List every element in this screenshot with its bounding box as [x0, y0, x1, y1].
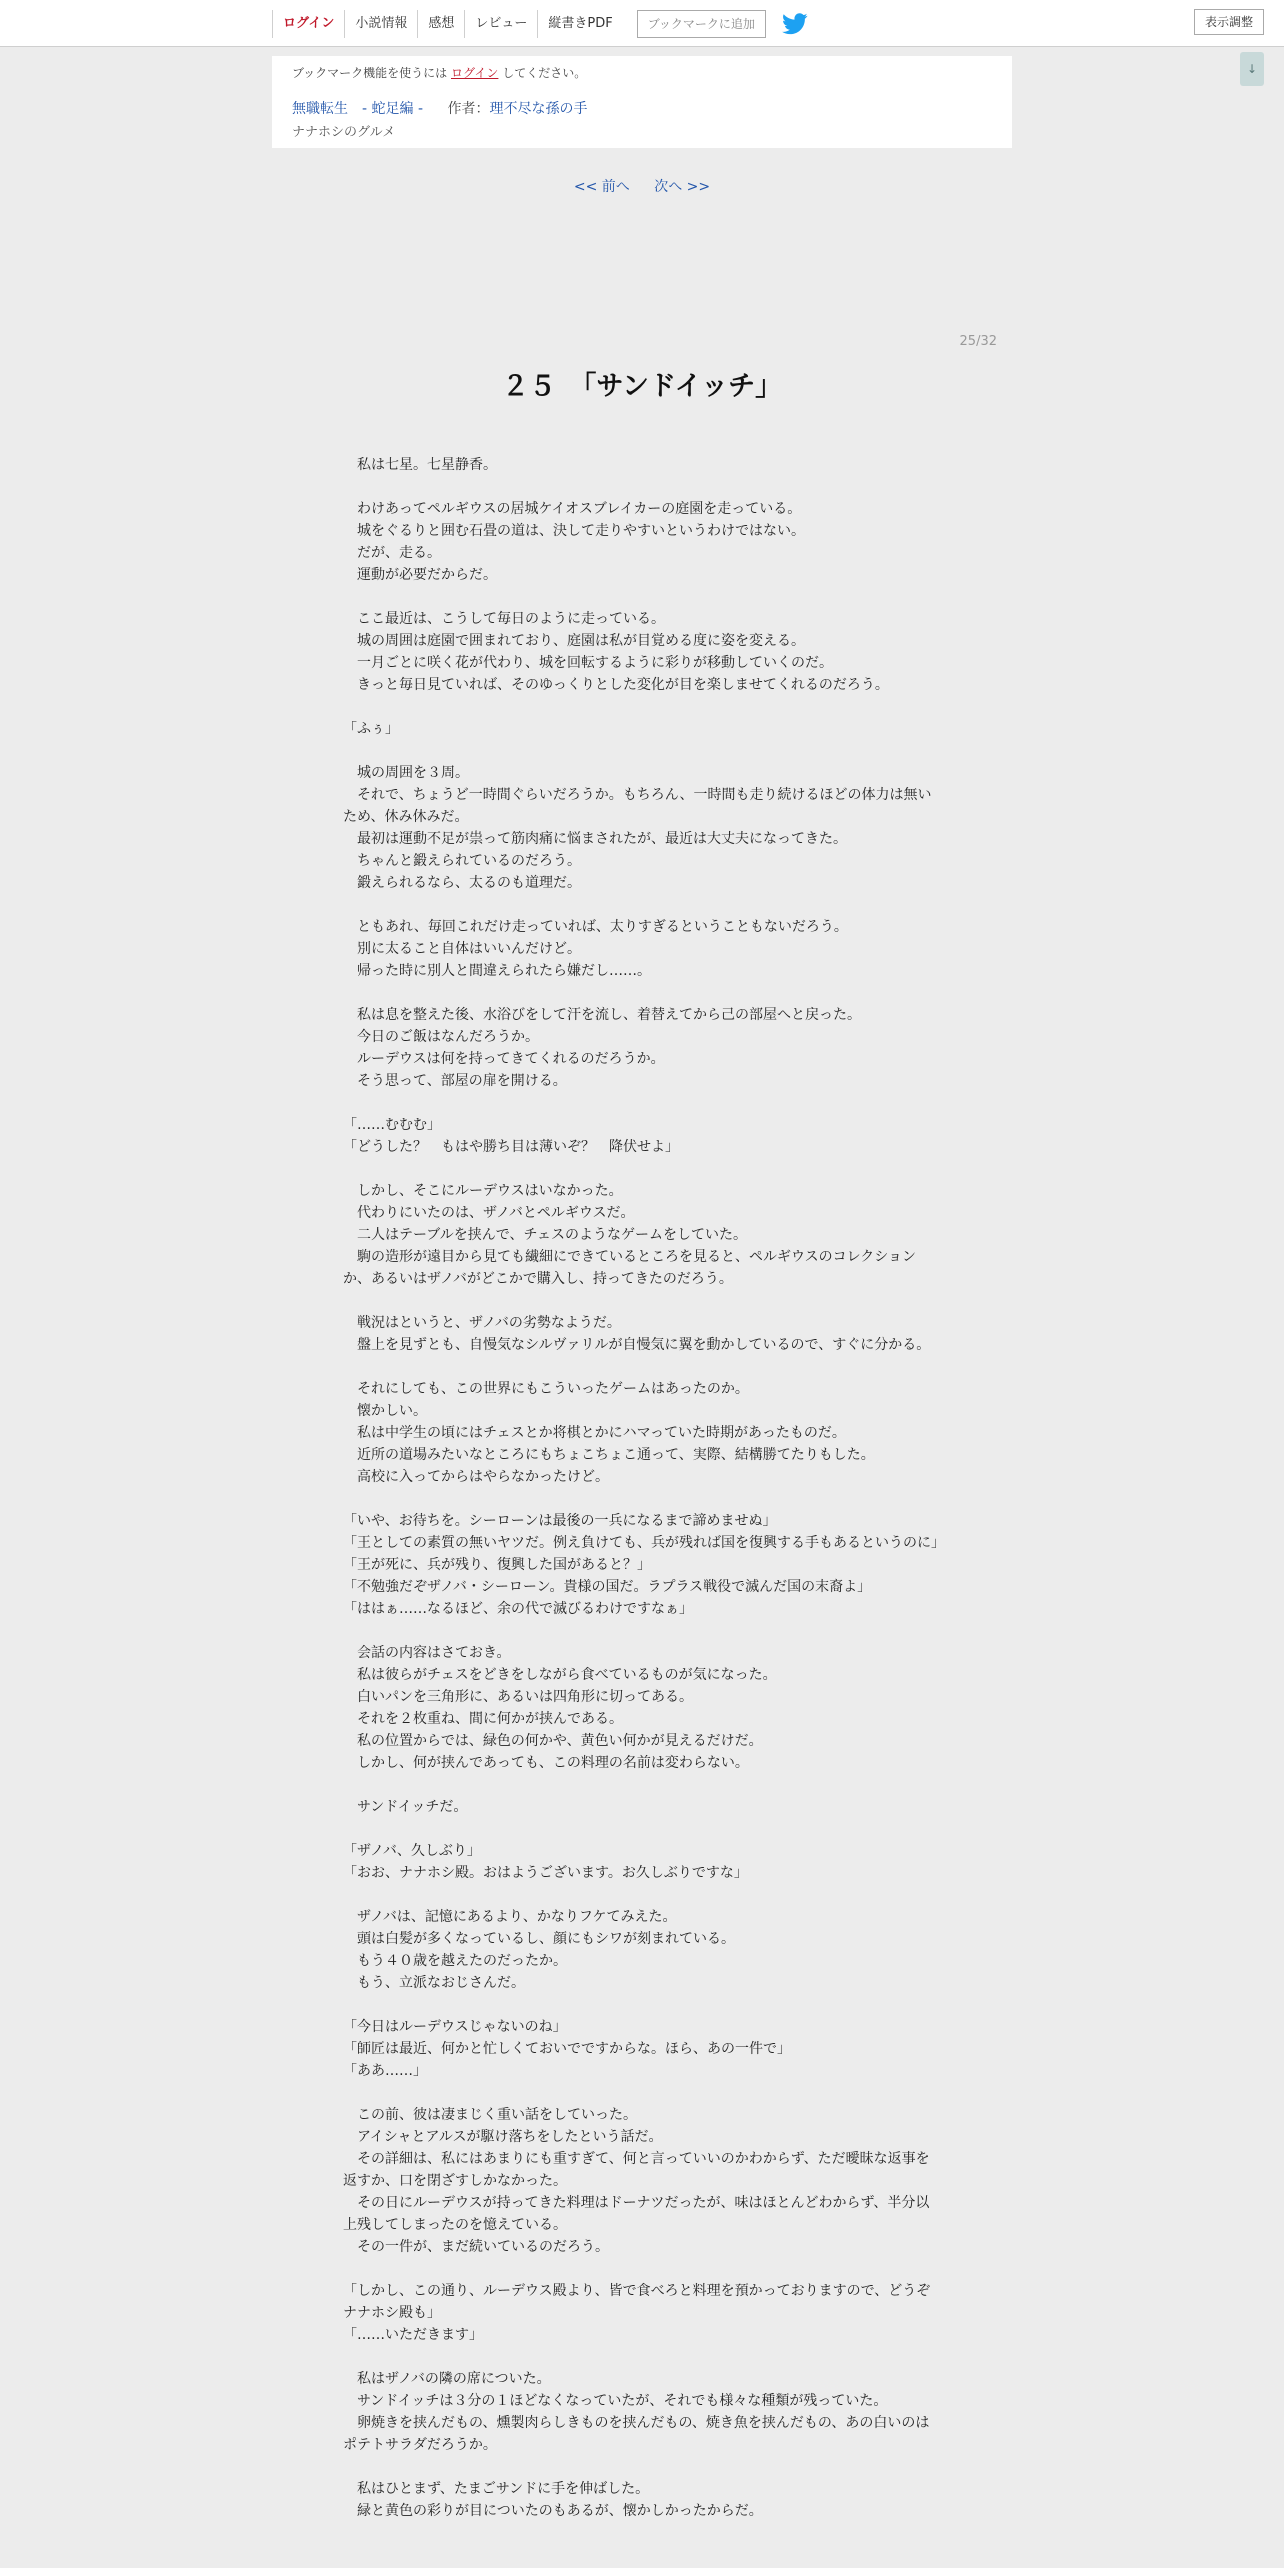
body-paragraph: 二人はテーブルを挟んで、チェスのようなゲームをしていた。: [343, 1227, 748, 1243]
body-paragraph: サンドイッチは３分の１ほどなくなっていたが、それでも様々な種類が残っていた。: [343, 2393, 888, 2409]
top-bar: [0, 0, 1284, 47]
body-paragraph: その一件が、まだ続いているのだろう。: [343, 2239, 609, 2255]
body-paragraph: 帰った時に別人と間違えられたら嫌だし……。: [343, 963, 651, 979]
body-paragraph: 「ははぁ……なるほど、余の代で滅びるわけですなぁ」: [343, 1601, 693, 1617]
body-paragraph: 私は中学生の頃にはチェスとか将棋とかにハマっていた時期があったものだ。: [343, 1425, 846, 1441]
blank-line: [343, 1488, 943, 1510]
blank-line: [343, 1620, 943, 1642]
body-paragraph: それにしても、この世界にもこういったゲームはあったのか。: [343, 1381, 749, 1397]
body-paragraph: 駒の造形が遠目から見ても繊細にできているところを見ると、ペルギウスのコレクションか、あるいはザノバがどこかで購入し、持ってきたのだろう。: [343, 1249, 917, 1287]
novel-info-link[interactable]: 小説情報: [344, 10, 417, 38]
blank-line: [343, 2082, 943, 2104]
body-paragraph: 高校に入ってからはやらなかったけど。: [343, 1469, 609, 1485]
blank-line: [343, 1774, 943, 1796]
body-paragraph: 「不勉強だぞザノバ・シーローン。貴様の国だ。ラプラス戦役で滅んだ国の末裔よ」: [343, 1579, 872, 1595]
body-paragraph: 「今日はルーデウスじゃないのね」: [343, 2019, 567, 2035]
body-paragraph: ちゃんと鍛えられているのだろう。: [343, 853, 581, 869]
page-count: 25/32: [959, 334, 997, 349]
body-paragraph: 懐かしい。: [343, 1403, 427, 1419]
author-label: 作者：: [447, 101, 490, 117]
body-paragraph: 今日のご飯はなんだろうか。: [343, 1029, 539, 1045]
body-paragraph: ルーデウスは何を持ってきてくれるのだろうか。: [343, 1051, 665, 1067]
chapter-subtitle: ナナホシのグルメ: [292, 125, 396, 140]
body-paragraph: 城の周囲は庭園で囲まれており、庭園は私が目覚める度に姿を変える。: [343, 633, 805, 649]
blank-line: [343, 2258, 943, 2280]
body-paragraph: ここ最近は、こうして毎日のように走っている。: [343, 611, 665, 627]
blank-line: [343, 982, 943, 1004]
blank-line: [343, 894, 943, 916]
blank-line: [343, 1158, 943, 1180]
body-paragraph: だが、走る。: [343, 545, 441, 561]
blank-line: [343, 696, 943, 718]
blank-line: [343, 740, 943, 762]
body-paragraph: しかし、何が挟んであっても、この料理の名前は変わらない。: [343, 1755, 749, 1771]
body-paragraph: 私は彼らがチェスをどきをしながら食べているものが気になった。: [343, 1667, 777, 1683]
body-paragraph: 頭は白髪が多くなっているし、顔にもシワが刻まれている。: [343, 1931, 735, 1947]
body-paragraph: 代わりにいたのは、ザノバとペルギウスだ。: [343, 1205, 635, 1221]
body-paragraph: 「おお、ナナホシ殿。おはようございます。お久しぶりですな」: [343, 1865, 748, 1881]
scroll-down-icon[interactable]: ↓: [1240, 52, 1264, 86]
body-paragraph: 一月ごとに咲く花が代わり、城を回転するように彩りが移動していくのだ。: [343, 655, 833, 671]
blank-line: [343, 586, 943, 608]
body-paragraph: 「どうした？ もはや勝ち目は薄いぞ？ 降伏せよ」: [343, 1139, 679, 1155]
next-page-link[interactable]: 次へ >>: [654, 179, 711, 195]
notice-prefix: ブックマーク機能を使うには: [292, 66, 448, 80]
blank-line: [343, 1092, 943, 1114]
body-paragraph: 私はひとまず、たまごサンドに手を伸ばした。: [343, 2481, 650, 2497]
body-paragraph: 「……むむむ」: [343, 1117, 441, 1133]
blank-line: [343, 2346, 943, 2368]
body-paragraph: 「いや、お待ちを。シーローンは最後の一兵になるまで諦めませぬ」: [343, 1513, 777, 1529]
body-paragraph: 盤上を見ずとも、自慢気なシルヴァリルが自慢気に翼を動かしているので、すぐに分かる。: [343, 1337, 931, 1353]
body-paragraph: 戦況はというと、ザノバの劣勢なようだ。: [343, 1315, 621, 1331]
body-paragraph: 城をぐるりと囲む石畳の道は、決して走りやすいというわけではない。: [343, 523, 805, 539]
body-paragraph: 私は七星。七星静香。: [343, 457, 497, 473]
body-paragraph: 別に太ること自体はいいんだけど。: [343, 941, 581, 957]
body-paragraph: わけあってペルギウスの居城ケイオスブレイカーの庭園を走っている。: [343, 501, 802, 517]
body-paragraph: サンドイッチだ。: [343, 1799, 468, 1815]
body-paragraph: この前、彼は凄まじく重い話をしていった。: [343, 2107, 637, 2123]
vertical-pdf-link[interactable]: 縦書きPDF: [537, 10, 622, 38]
body-paragraph: 「しかし、この通り、ルーデウス殿より、皆で食べろと料理を預かっておりますので、どうぞナナホシ殿も」: [343, 2283, 931, 2321]
body-paragraph: 会話の内容はさておき。: [343, 1645, 511, 1661]
blank-line: [343, 476, 943, 498]
blank-line: [343, 1994, 943, 2016]
body-paragraph: 卵焼きを挟んだもの、燻製肉らしきものを挟んだもの、焼き魚を挟んだもの、あの白いのはポテトサラダだろうか。: [343, 2415, 930, 2453]
notice-suffix: してください。: [502, 66, 587, 80]
body-paragraph: 最初は運動不足が祟って筋肉痛に悩まされたが、最近は大丈夫になってきた。: [343, 831, 847, 847]
body-paragraph: もう４０歳を越えたのだったか。: [343, 1953, 567, 1969]
chapter-title: ２５ 「サンドイッチ」: [501, 371, 783, 402]
series-line: [292, 98, 587, 118]
body-paragraph: 運動が必要だからだ。: [343, 567, 497, 583]
add-bookmark-button[interactable]: ブックマークに追加: [637, 10, 766, 38]
body-paragraph: しかし、そこにルーデウスはいなかった。: [343, 1183, 623, 1199]
login-link[interactable]: ログイン: [272, 10, 344, 38]
body-paragraph: もう、立派なおじさんだ。: [343, 1975, 525, 1991]
author-link[interactable]: 理不尽な孫の手: [489, 101, 588, 117]
twitter-icon[interactable]: [782, 13, 808, 35]
body-paragraph: 私はザノバの隣の席についた。: [343, 2371, 551, 2387]
body-paragraph: 「ふぅ」: [343, 721, 399, 737]
novel-info-box: [272, 56, 1012, 148]
series-title-link[interactable]: 無職転生 - 蛇足編 -: [292, 101, 424, 117]
body-paragraph: 「……いただきます」: [343, 2327, 483, 2343]
blank-line: [343, 1356, 943, 1378]
body-paragraph: 私は息を整えた後、水浴びをして汗を流し、着替えてから己の部屋へと戻った。: [343, 1007, 861, 1023]
body-paragraph: 緑と黄色の彩りが目についたのもあるが、懐かしかったからだ。: [343, 2503, 763, 2519]
pager: [0, 176, 1284, 196]
blank-line: [343, 1818, 943, 1840]
body-paragraph: ともあれ、毎回これだけ走っていれば、太りすぎるということもないだろう。: [343, 919, 848, 935]
blank-line: [343, 1884, 943, 1906]
chapter-body: [343, 454, 943, 2522]
body-paragraph: それを２枚重ね、間に何かが挟んである。: [343, 1711, 623, 1727]
body-paragraph: 鍛えられるなら、太るのも道理だ。: [343, 875, 581, 891]
body-paragraph: きっと毎日見ていれば、そのゆっくりとした変化が目を楽しませてくれるのだろう。: [343, 677, 889, 693]
bookmark-login-notice: [292, 64, 586, 81]
body-paragraph: それで、ちょうど一時間ぐらいだろうか。もちろん、一時間も走り続けるほどの体力は無いため、休み休みだ。: [343, 787, 932, 825]
prev-page-link[interactable]: << 前へ: [573, 179, 630, 195]
body-paragraph: その日にルーデウスが持ってきた料理はドーナツだったが、味はほとんどわからず、半分以上残してしまったのを憶えている。: [343, 2195, 930, 2233]
review-link[interactable]: レビュー: [464, 10, 537, 38]
body-paragraph: 近所の道場みたいなところにもちょこちょこ通って、実際、結構勝てたりもした。: [343, 1447, 875, 1463]
body-paragraph: 「ザノバ、久しぶり」: [343, 1843, 481, 1859]
notice-login-link[interactable]: ログイン: [451, 66, 499, 80]
body-paragraph: 「王としての素質の無いヤツだ。例え負けても、兵が残れば国を復興する手もあるというのに」: [343, 1535, 945, 1551]
body-paragraph: 「王が死に、兵が残り、復興した国があると？」: [343, 1557, 651, 1573]
display-settings-button[interactable]: 表示調整: [1194, 9, 1264, 35]
body-paragraph: 私の位置からでは、緑色の何かや、黄色い何かが見えるだけだ。: [343, 1733, 763, 1749]
body-paragraph: ザノバは、記憶にあるより、かなりフケてみえた。: [343, 1909, 677, 1925]
top-nav: [272, 9, 808, 39]
body-paragraph: 城の周囲を３周。: [343, 765, 469, 781]
body-paragraph: 「師匠は最近、何かと忙しくておいでですからな。ほら、あの一件で」: [343, 2041, 791, 2057]
body-paragraph: 「ああ……」: [343, 2063, 427, 2079]
blank-line: [343, 1290, 943, 1312]
body-paragraph: そう思って、部屋の扉を開ける。: [343, 1073, 567, 1089]
body-paragraph: アイシャとアルスが駆け落ちをしたという話だ。: [343, 2129, 663, 2145]
body-paragraph: その詳細は、私にはあまりにも重すぎて、何と言っていいのかわからず、ただ曖昧な返事を返すか、口を閉ざすしかなかった。: [343, 2151, 930, 2189]
impressions-link[interactable]: 感想: [417, 10, 464, 38]
blank-line: [343, 2456, 943, 2478]
body-paragraph: 白いパンを三角形に、あるいは四角形に切ってある。: [343, 1689, 693, 1705]
